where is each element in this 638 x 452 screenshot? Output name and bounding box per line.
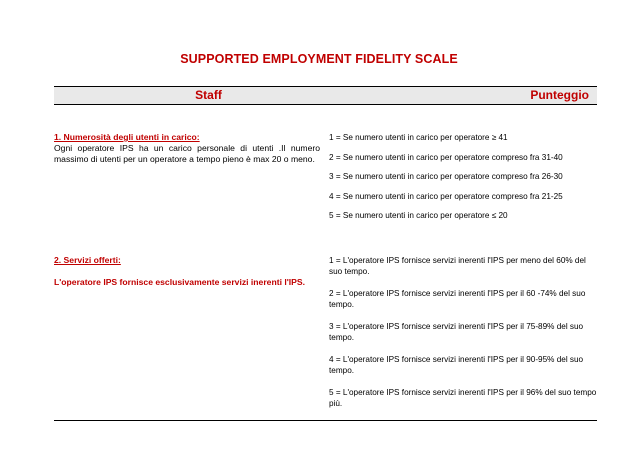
criterion-cell [54, 132, 320, 230]
score-cell [320, 132, 597, 230]
table-row [54, 230, 597, 420]
score-item: 5 = L'operatore IPS fornisce servizi inerenti l'IPS per il 96% del suo tempo più. [329, 387, 597, 408]
fidelity-table [54, 86, 597, 421]
table-header [54, 87, 597, 105]
page-title: SUPPORTED EMPLOYMENT FIDELITY SCALE [180, 52, 458, 66]
score-item: 5 = Se numero utenti in carico per operatore ≤ 20 [329, 211, 508, 220]
score-item: 4 = Se numero utenti in carico per operatore compreso fra 21-25 [329, 191, 563, 201]
score-item: 2 = Se numero utenti in carico per operatore compreso fra 31-40 [329, 152, 563, 162]
score-item: 1 = Se numero utenti in carico per operatore ≥ 41 [329, 133, 508, 142]
header-staff: Staff [195, 88, 222, 102]
criterion-title: 2. Servizi offerti: [54, 254, 121, 265]
score-cell [320, 255, 597, 420]
criterion-description: Ogni operatore IPS ha un carico personale di utenti .Il numero massimo di utenti per un operatore a tempo pieno è max 20 o meno. [54, 143, 320, 164]
header-punteggio: Punteggio [530, 88, 589, 102]
score-item: 2 = L'operatore IPS fornisce servizi inerenti l'IPS per il 60 -74% del suo tempo. [329, 288, 586, 309]
score-item: 4 = L'operatore IPS fornisce servizi inerenti l'IPS per il 90-95% del suo tempo. [329, 354, 584, 375]
score-item: 3 = Se numero utenti in carico per operatore compreso fra 26-30 [329, 172, 563, 181]
score-item: 1 = L'operatore IPS fornisce servizi inerenti l'IPS per meno del 60% del suo tempo. [329, 255, 586, 276]
criterion-description: L'operatore IPS fornisce esclusivamente servizi inerenti l'IPS. [54, 276, 306, 287]
score-item: 3 = L'operatore IPS fornisce servizi inerenti l'IPS per il 75-89% del suo tempo. [329, 321, 584, 342]
criterion-title: 1. Numerosità degli utenti in carico: [54, 132, 200, 142]
table-row [54, 105, 597, 230]
criterion-cell [54, 255, 320, 420]
